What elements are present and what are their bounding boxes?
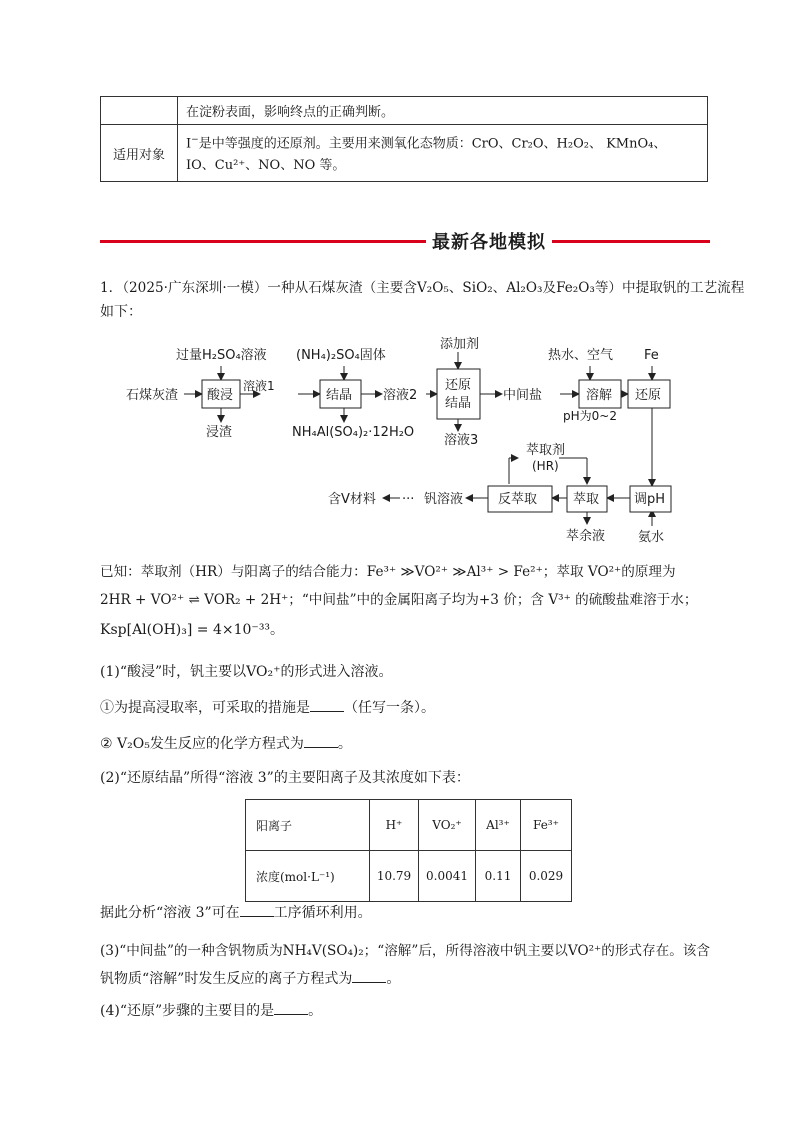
table-cell-empty <box>101 97 178 125</box>
question-2-followup <box>100 902 372 923</box>
table-cell: 0.0041 <box>419 851 476 902</box>
output-solution-3: 溶液3 <box>444 433 479 448</box>
solution-2-label: 溶液2 <box>383 388 418 403</box>
question-1: (1)“酸浸”时，钒主要以VO₂⁺的形式进入溶液。 <box>100 664 393 680</box>
ellipsis-label: ··· <box>402 492 415 507</box>
table-cell: 0.11 <box>476 851 521 902</box>
question-2: (2)“还原结晶”所得“溶液 3”的主要阳离子及其浓度如下表： <box>100 770 470 786</box>
back-extraction-label: 反萃取 <box>498 492 538 507</box>
intermediate-salt-label: 中间盐 <box>503 388 543 403</box>
table-header-cell: Fe³⁺ <box>521 800 572 851</box>
known-line2: 2HR + VO²⁺ ⇌ VOR₂ + 2H⁺；“中间盐”中的金属阳离子均为+3 价；含 V³⁺ 的硫酸盐难溶于水； <box>100 592 698 608</box>
question-2-followup-text: 据此分析“溶液 3”可在 <box>100 905 240 921</box>
section-heading <box>100 228 710 252</box>
known-line1: 已知：萃取剂（HR）与阳离子的结合能力：Fe³⁺ ≫VO²⁺ ≫Al³⁺ > Fe²⁺；萃取 VO²⁺的原理为 <box>100 564 676 580</box>
input-ammonium-sulfate: (NH₄)₂SO₄固体 <box>296 348 386 363</box>
table-row <box>246 851 572 902</box>
ion-concentration-table <box>245 799 572 902</box>
question-1b <box>100 733 352 754</box>
crystallize-label: 结晶 <box>326 388 353 403</box>
question-intro-line2: 如下： <box>100 304 142 320</box>
ph-range-label: pH为0~2 <box>563 409 617 423</box>
question-3-line1: (3)“中间盐”的一种含钒物质为NH₄V(SO₄)₂；“溶解”后，所得溶液中钒主要以VO²⁺的形式存在。该含 <box>100 943 710 959</box>
reduce-crystallize-label-1: 还原 <box>445 378 472 393</box>
table-cell: 10.79 <box>370 851 419 902</box>
question-3-text: 钒物质“溶解”时发生反应的离子方程式为 <box>100 971 353 987</box>
applicability-line-1: 是中等强度的还原剂。主要用来测氧化态物质：CrO、Cr₂O、H₂O₂、 KMnO₄、 <box>198 136 667 152</box>
answer-blank[interactable] <box>240 902 274 917</box>
question-1a-suffix: （任写一条）。 <box>344 700 435 716</box>
question-1b-text: ② V₂O₅发生反应的化学方程式为 <box>100 736 304 752</box>
answer-blank[interactable] <box>310 697 344 712</box>
question-3-suffix: 。 <box>386 971 401 987</box>
reduce-crystallize-box <box>437 369 480 419</box>
table-header-cell: 阳离子 <box>246 800 370 851</box>
section-title: 最新各地模拟 <box>432 232 546 253</box>
applicability-line-2: IO、Cu²⁺、NO、NO 等。 <box>186 158 346 174</box>
extractant-formula: (HR) <box>532 459 559 473</box>
heading-rule-left <box>100 240 426 243</box>
input-ammonia: 氨水 <box>638 530 665 545</box>
table-row <box>101 125 708 182</box>
dissolve-label: 溶解 <box>586 388 613 403</box>
reagent-info-table <box>100 96 708 182</box>
output-leach-residue: 浸渣 <box>206 425 233 440</box>
question-1a-text: ①为提高浸取率，可采取的措施是 <box>100 700 310 716</box>
table-cell-label: 适用对象 <box>101 125 178 182</box>
table-row <box>101 97 708 125</box>
extractant-label: 萃取剂 <box>526 443 566 458</box>
iodide-charge: − <box>191 135 199 145</box>
answer-blank[interactable] <box>274 1000 308 1015</box>
question-4-text: (4)“还原”步骤的主要目的是 <box>100 1003 275 1019</box>
question-2-followup-suffix: 工序循环利用。 <box>273 905 372 921</box>
vanadium-solution-label: 钒溶液 <box>424 492 464 507</box>
known-line3: Ksp[Al(OH)₃] = 4×10⁻³³。 <box>100 622 285 638</box>
table-header-cell: Al³⁺ <box>476 800 521 851</box>
question-1b-suffix: 。 <box>337 736 352 752</box>
answer-blank[interactable] <box>352 968 386 983</box>
raffinate-label: 萃余液 <box>566 529 606 544</box>
solution-1-label: 溶液1 <box>243 379 275 393</box>
table-header-cell: H⁺ <box>370 800 419 851</box>
reduce-label: 还原 <box>635 388 662 403</box>
output-alum: NH₄Al(SO₄)₂·12H₂O <box>292 425 415 440</box>
table-cell: 浓度(mol·L⁻¹) <box>246 851 370 902</box>
product-label: 含V材料 <box>328 492 376 507</box>
ph-adjust-label: 调pH <box>634 492 666 507</box>
table-cell-text: 在淀粉表面，影响终点的正确判断。 <box>178 97 708 125</box>
process-flow-diagram <box>100 336 710 552</box>
table-row <box>246 800 572 851</box>
reduce-crystallize-label-2: 结晶 <box>445 396 472 411</box>
input-additive: 添加剂 <box>440 337 480 352</box>
acid-leach-label: 酸浸 <box>207 388 234 403</box>
extraction-label: 萃取 <box>573 492 600 507</box>
question-4 <box>100 1000 322 1021</box>
question-intro-line1: 1．（2025·广东深圳·一模）一种从石煤灰渣（主要含V₂O₅、SiO₂、Al₂O₃及Fe₂O₃等）中提取钒的工艺流程 <box>100 280 745 296</box>
input-fe: Fe <box>644 348 659 363</box>
question-1a <box>100 697 435 718</box>
question-4-suffix: 。 <box>308 1003 323 1019</box>
table-header-cell: VO₂⁺ <box>419 800 476 851</box>
table-cell: 0.029 <box>521 851 572 902</box>
input-h2so4: 过量H₂SO₄溶液 <box>176 348 267 363</box>
table-cell-text <box>178 125 708 182</box>
heading-rule-right <box>552 240 710 243</box>
answer-blank[interactable] <box>304 733 338 748</box>
input-hot-water-air: 热水、空气 <box>548 348 614 363</box>
question-3-line2 <box>100 968 400 989</box>
iodide-symbol: I <box>186 136 192 152</box>
raw-material-label: 石煤灰渣 <box>126 388 179 403</box>
